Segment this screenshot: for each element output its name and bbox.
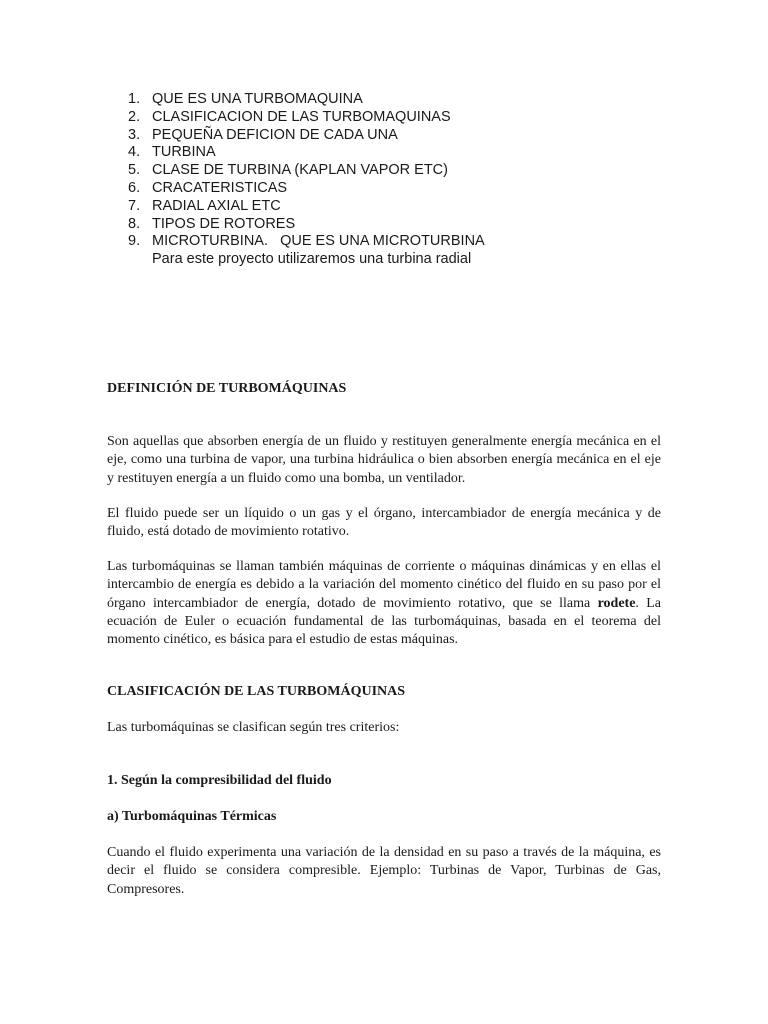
- list-number: 8.: [128, 215, 141, 232]
- classification-heading: CLASIFICACIÓN DE LAS TURBOMÁQUINAS: [107, 684, 406, 699]
- paragraph-text: Las turbomáquinas se llaman también máquinas de corriente o máquinas dinámicas y en ellas el intercambio de energía es debido a la variación del momento cinético del fluido en su paso por el órgano intercambiador de energía, dotado de movimiento rotativo, que se llama: [107, 559, 661, 611]
- list-item: [128, 162, 688, 180]
- list-item: [128, 127, 688, 145]
- list-item: [128, 233, 688, 251]
- definition-paragraph-1: Son aquellas que absorben energía de un fluido y restituyen generalmente energía mecánica en el eje, como una turbina de vapor, una turbina hidráulica o bien absorben energía mecánica en el eje y restituyen energía a un fluido como una bomba, un ventilador.: [107, 434, 661, 486]
- list-number: 4.: [128, 144, 141, 161]
- list-item-text: PEQUEÑA DEFICION DE CADA UNA: [152, 126, 398, 143]
- list-note: Para este proyecto utilizaremos una turbina radial: [152, 251, 472, 268]
- list-item-text: CRACATERISTICAS: [152, 179, 288, 196]
- criterion-heading: 1. Según la compresibilidad del fluido: [107, 773, 332, 788]
- list-item: [128, 216, 688, 234]
- list-number: 9.: [128, 233, 141, 250]
- list-number: 7.: [128, 197, 141, 214]
- list-item-text: CLASIFICACION DE LAS TURBOMAQUINAS: [152, 108, 451, 125]
- list-number: 5.: [128, 162, 141, 179]
- definition-paragraph-3: [107, 558, 661, 649]
- classification-intro: Las turbomáquinas se clasifican según tres criterios:: [107, 720, 400, 735]
- list-item: [128, 144, 688, 162]
- bold-term: rodete: [597, 595, 636, 611]
- list-item: [128, 91, 688, 109]
- subsection-heading: a) Turbomáquinas Térmicas: [107, 809, 277, 824]
- definition-heading: DEFINICIÓN DE TURBOMÁQUINAS: [107, 381, 347, 396]
- list-item-text: MICROTURBINA. QUE ES UNA MICROTURBINA: [152, 233, 485, 250]
- list-number: 2.: [128, 108, 141, 125]
- list-item-text: QUE ES UNA TURBOMAQUINA: [152, 91, 363, 107]
- list-item-text: RADIAL AXIAL ETC: [152, 197, 281, 214]
- list-item: [128, 198, 688, 216]
- list-item: [128, 109, 688, 127]
- definition-paragraph-2: El fluido puede ser un líquido o un gas y el órgano, intercambiador de energía mecánica y de fluido, está dotado de movimiento rotativo.: [107, 506, 661, 540]
- list-number: 6.: [128, 179, 141, 196]
- topic-list: [128, 91, 688, 269]
- list-number: 3.: [128, 126, 141, 143]
- subsection-paragraph: Cuando el fluido experimenta una variación de la densidad en su paso a través de la máquina, es decir el fluido se considera compresible. Ejemplo: Turbinas de Vapor, Turbinas de Gas, Compresores.: [107, 845, 661, 897]
- list-item-text: TURBINA: [152, 144, 216, 161]
- list-item: [128, 180, 688, 198]
- paragraph-text: . La ecuación de Euler o ecuación fundamental de las turbomáquinas, basada en el teorema del momento cinético, es básica para el estudio de estas máquinas.: [107, 595, 662, 648]
- list-number: 1.: [128, 91, 141, 107]
- list-item-text: CLASE DE TURBINA (KAPLAN VAPOR ETC): [152, 162, 448, 179]
- list-item-text: TIPOS DE ROTORES: [152, 215, 296, 232]
